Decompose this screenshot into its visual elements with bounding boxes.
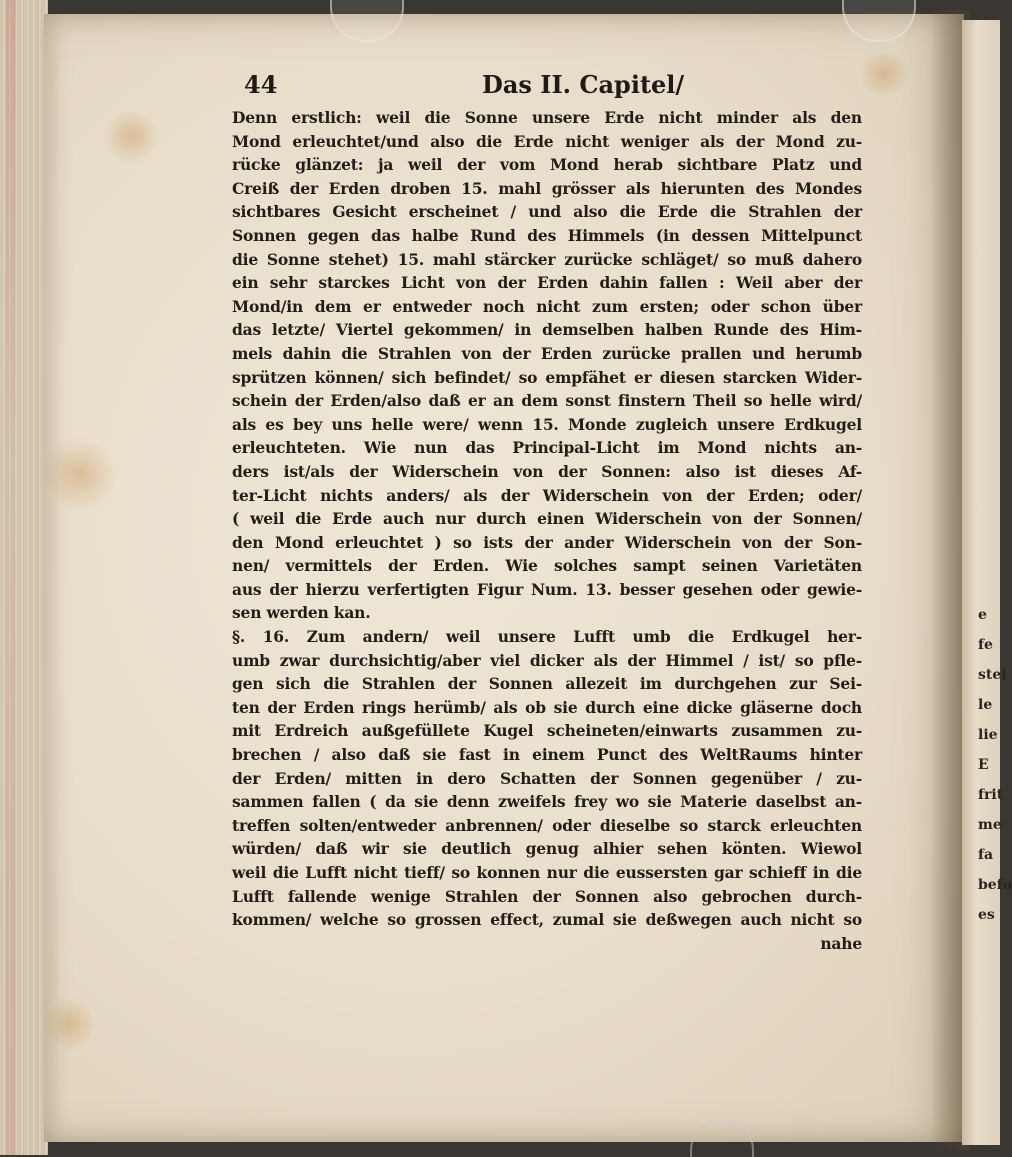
- text-line: brechen / also daß sie fast in einem Punct des WeltRaums hinter: [232, 745, 862, 765]
- text-line: rücke glänzet: ja weil der vom Mond herab sichtbare Platz und: [232, 155, 862, 175]
- text-line: weil die Lufft nicht tieff/ so konnen nur die eussersten gar schieff in die: [232, 863, 862, 882]
- text-line: schein der Erden/also daß er an dem sonst finstern Theil so helle wird/: [232, 391, 862, 411]
- text-line: würden/ daß wir sie deutlich genug alhier sehen könten. Wiewol: [232, 839, 862, 859]
- text-line: Lufft fallende wenige Strahlen der Sonnen also gebrochen durch-: [232, 886, 862, 906]
- text-line: §. 16. Zum andern/ weil unsere Lufft umb die Erdkugel her-: [232, 627, 862, 647]
- text-line: gen sich die Strahlen der Sonnen allezeit im durchgehen zur Sei-: [232, 674, 862, 694]
- body-text: [232, 106, 862, 955]
- text-line: sprützen können/ sich befindet/ so empfähet er diesen starcken Wider-: [232, 367, 862, 387]
- text-line: ( weil die Erde auch nur durch einen Widerschein von der Sonnen/: [232, 509, 862, 529]
- page-number: 44: [244, 70, 278, 99]
- text-line: umb zwar durchsichtig/aber viel dicker als der Himmel / ist/ so pfle-: [232, 650, 862, 670]
- text-line: aus der hierzu verfertigten Figur Num. 13. besser gesehen oder gewie-: [232, 579, 862, 599]
- text-line: ein sehr starckes Licht von der Erden dahin fallen : Weil aber der: [232, 273, 862, 293]
- facing-page-edge: [962, 20, 1012, 1145]
- foxing-stain: [44, 994, 94, 1054]
- text-line: ders ist/als der Widerschein von der Sonnen: also ist dieses Af-: [232, 461, 862, 481]
- text-line: das letzte/ Viertel gekommen/ in demselben halben Runde des Him-: [232, 320, 862, 340]
- text-line: mels dahin die Strahlen von der Erden zurücke prallen und herumb: [232, 343, 862, 363]
- text-line: Creiß der Erden droben 15. mahl grösser als hierunten des Mondes: [232, 178, 862, 198]
- text-line: die Sonne stehet) 15. mahl stärcker zurücke schläget/ so muß dahero: [232, 249, 862, 269]
- text-line: treffen solten/entweder anbrennen/ oder dieselbe so starck erleuchten: [232, 815, 862, 835]
- facing-page-text-fragments: e fe stel le lie E frit me fa befo es: [978, 607, 1012, 923]
- page-header: [244, 70, 844, 104]
- text-line: Mond/in dem er entweder noch nicht zum ersten; oder schon über: [232, 296, 862, 316]
- text-line: Mond erleuchtet/und also die Erde nicht weniger als der Mond zu-: [232, 131, 862, 151]
- text-line: mit Erdreich außgefüllete Kugel scheineten/einwarts zusammen zu-: [232, 721, 862, 741]
- text-line: nen/ vermittels der Erden. Wie solches sampt seinen Varietäten: [232, 556, 862, 576]
- text-line: der Erden/ mitten in dero Schatten der Sonnen gegenüber / zu-: [232, 768, 862, 788]
- text-line: als es bey uns helle were/ wenn 15. Monde zugleich unsere Erdkugel: [232, 414, 862, 434]
- left-page-edges: [0, 0, 48, 1155]
- foxing-stain: [854, 54, 914, 94]
- text-line: erleuchteten. Wie nun das Principal-Licht im Mond nichts an-: [232, 438, 862, 458]
- text-line: ter-Licht nichts anders/ als der Widerschein von der Erden; oder/: [232, 485, 862, 505]
- text-line: sichtbares Gesicht erscheinet / und also die Erde die Strahlen der: [232, 202, 862, 222]
- text-line: kommen/ welche so grossen effect, zumal sie deßwegen auch nicht so: [232, 910, 862, 930]
- text-line: Sonnen gegen das halbe Rund des Himmels (in dessen Mittelpunct: [232, 225, 862, 245]
- foxing-stain: [104, 109, 159, 164]
- text-line: sammen fallen ( da sie denn zweifels frey wo sie Materie daselbst an-: [232, 792, 862, 812]
- text-line: Denn erstlich: weil die Sonne unsere Erde nicht minder als den: [232, 108, 862, 127]
- running-head: Das II. Capitel/: [482, 70, 685, 99]
- text-line: sen werden kan.: [232, 603, 371, 623]
- catchword: nahe: [820, 933, 862, 953]
- foxing-stain: [44, 434, 114, 514]
- text-line: ten der Erden rings herümb/ als ob sie durch eine dicke gläserne doch: [232, 697, 862, 717]
- text-line: den Mond erleuchtet ) so ists der ander Widerschein von der Son-: [232, 532, 862, 552]
